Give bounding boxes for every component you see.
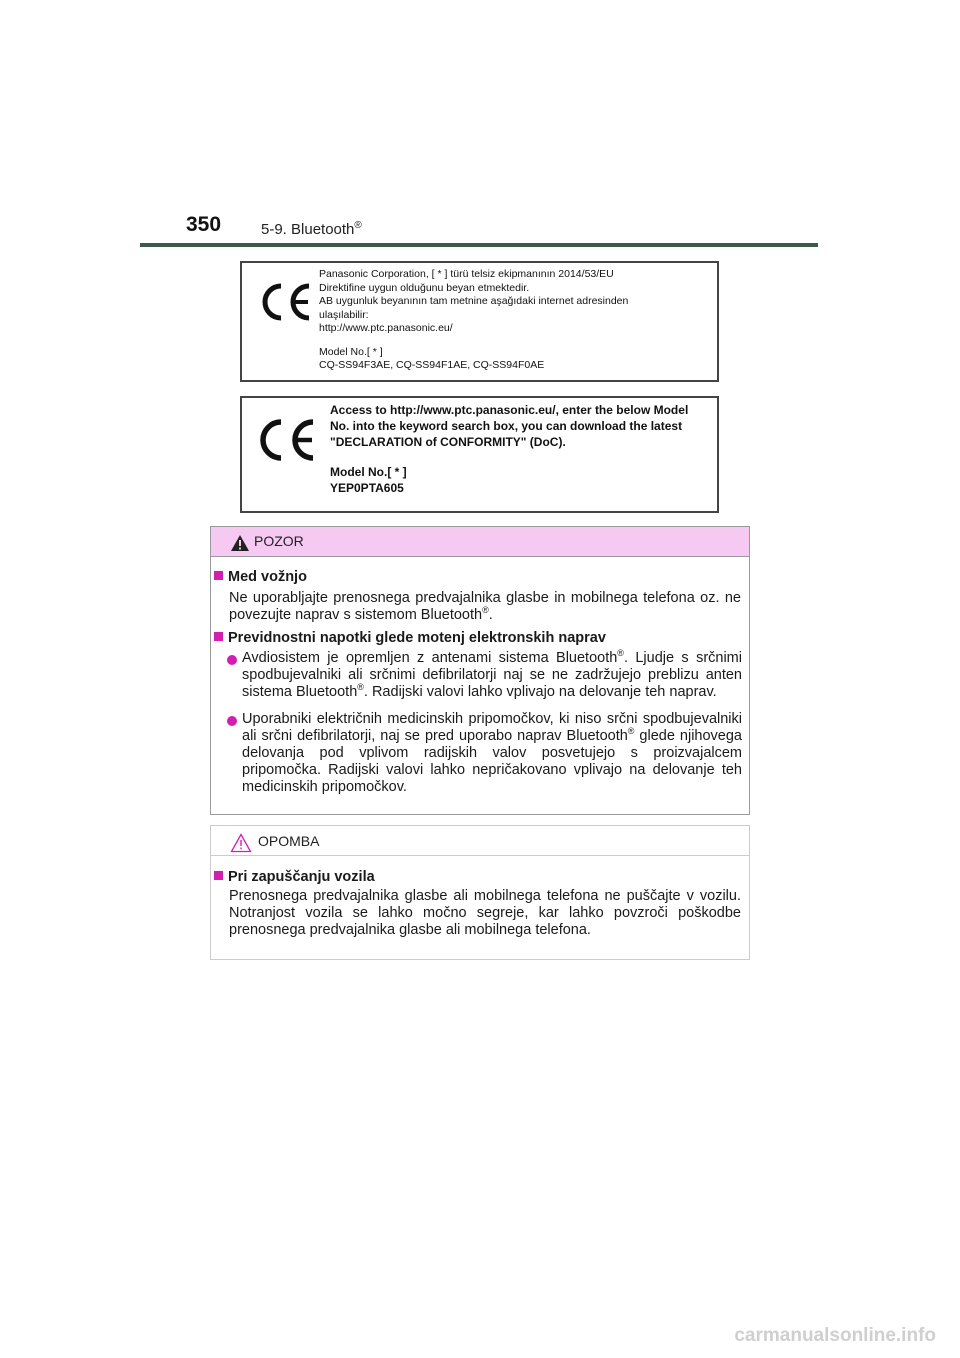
ce-label-turkish [240, 261, 719, 382]
heading-text: Pri zapuščanju vozila [228, 869, 375, 885]
paragraph-text: Ne uporabljajte prenosnega predvajalnika glasbe in mobilnega telefona oz. ne povezujte naprav s sistemom Bluetooth [229, 590, 741, 623]
registered-mark: ® [354, 220, 362, 231]
label-url: http://www.ptc.panasonic.eu/ [319, 322, 453, 334]
registered-mark: ® [482, 605, 489, 616]
registered-mark: ® [617, 648, 624, 659]
label-line: ulaşılabilir: [319, 308, 369, 321]
ce-mark-icon [254, 415, 318, 465]
label-text [330, 402, 710, 496]
round-bullet-icon [227, 716, 237, 726]
paragraph-text: . [488, 607, 493, 623]
label-model-heading: Model No.[ * ] [319, 345, 383, 358]
bullet-text-part: glede njihovega delovanja pod vplivom radijskih valov posvetujejo s proizvajalcem pripomočka. Radijski valovi lahko nepričakovano vplivajo na delovanje teh medicinskih pripomočkov. [242, 728, 742, 795]
label-line: AB uygunluk beyanının tam metnine aşağıdaki internet adresinden [319, 295, 629, 307]
round-bullet-icon [227, 655, 237, 665]
bullet-text [242, 650, 742, 701]
note-header [211, 826, 749, 856]
caution-header [211, 527, 749, 557]
heading-text: Med vožnjo [228, 569, 307, 585]
label-model-heading: Model No.[ * ] [330, 465, 407, 479]
label-line: Access to http://www.ptc.panasonic.eu/, enter the below Model [330, 403, 689, 417]
registered-mark: ® [627, 726, 635, 737]
bullet-text-part: . Radijski valovi lahko vplivajo na delovanje teh naprav. [363, 684, 717, 700]
registered-mark: ® [357, 682, 364, 693]
watermark-logo [700, 1320, 940, 1350]
page-number: 350 [186, 213, 222, 236]
label-model-numbers: CQ-SS94F3AE, CQ-SS94F1AE, CQ-SS94F0AE [319, 359, 545, 371]
label-text [319, 268, 709, 373]
bullet-text-part: . Ljudje s srčnimi spodbujevalniki ali srčnimi defibrilatorji naj se ne zadržujejo preblizu anten sistema Bluetooth [242, 650, 742, 700]
square-bullet-icon [214, 632, 223, 641]
warning-outline-icon [230, 833, 252, 853]
bullet-text [242, 711, 742, 796]
caution-item-heading [214, 569, 307, 585]
ce-label-english [240, 396, 719, 513]
note-title: OPOMBA [258, 833, 320, 849]
note-box [210, 825, 750, 960]
section-title [261, 220, 362, 238]
square-bullet-icon [214, 571, 223, 580]
warning-triangle-icon [230, 534, 250, 552]
note-item-heading [214, 869, 375, 885]
ce-mark-icon [257, 280, 313, 324]
heading-text: Previdnostni napotki glede motenj elektronskih naprav [228, 630, 606, 646]
caution-item-heading [214, 630, 606, 646]
label-model-numbers: YEP0PTA605 [330, 481, 404, 495]
label-line: Direktifine uygun olduğunu beyan etmektedir. [319, 281, 530, 294]
square-bullet-icon [214, 871, 223, 880]
label-line: Panasonic Corporation, [ * ] türü telsiz ekipmanının 2014/53/EU [319, 268, 614, 280]
header-rule [140, 243, 818, 247]
caution-box [210, 526, 750, 815]
label-line: "DECLARATION of CONFORMITY" (DoC). [330, 435, 566, 449]
caution-title: POZOR [254, 533, 304, 549]
bullet-text-part: Avdiosistem je opremljen z antenami sistema Bluetooth [242, 650, 618, 666]
bullet-text-part: Uporabniki električnih medicinskih pripomočkov, ki niso srčni spodbujevalniki ali srčni defibrilatorji, naj se pred uporabo naprav Bluetooth [242, 711, 742, 744]
label-line: No. into the keyword search box, you can download the latest [330, 419, 683, 433]
watermark-text: carmanualsonline.info [734, 1325, 936, 1346]
note-paragraph: Prenosnega predvajalnika glasbe ali mobilnega telefona ne puščajte v vozilu. Notranjost vozila se lahko močno segreje, kar lahko povzroči poškodbe prenosnega predvajalnika glasbe ali mobilnega telefona. [229, 888, 741, 938]
section-title-text: 5-9. Bluetooth [261, 221, 355, 238]
caution-paragraph [229, 590, 741, 624]
